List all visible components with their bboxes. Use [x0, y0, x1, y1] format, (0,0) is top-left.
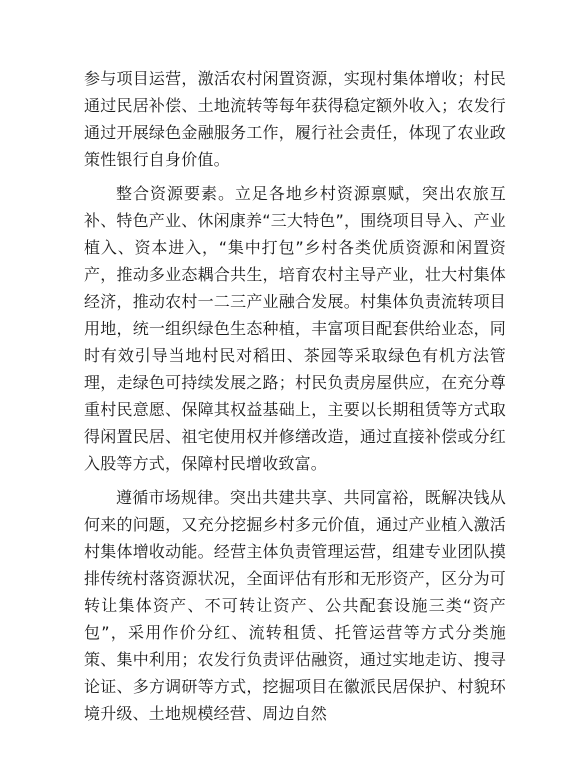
paragraph-continuation: 参与项目运营，激活农村闲置资源，实现村集体增收；村民通过民居补偿、土地流转等每年获得稳定额外收入；农发行通过开展绿色金融服务工作，履行社会责任，体现了农业政策性银行自身价值。 — [84, 69, 506, 169]
paragraph-integrate-resources: 整合资源要素。立足各地乡村资源禀赋，突出农旅互补、特色产业、休闲康养“三大特色”，围绕项目导入、产业植入、资本进入，“集中打包”乡村各类优质资源和闲置资产，推动多业态耦合共生，培育农村主导产业，壮大村集体经济，推动农村一二三产业融合发展。村集体负责流转项目用地，统一组织绿色生态种植，丰富项目配套供给业态，同时有效引导当地村民对稻田、茶园等采取绿色有机方法管理，走绿色可持续发展之路；村民负责房屋供应，在充分尊重村民意愿、保障其权益基础上，主要以长期租赁等方式取得闲置民居、祖宅使用权并修缮改造，通过直接补偿或分红入股等方式，保障村民增收致富。 — [84, 184, 506, 473]
document-body — [84, 65, 506, 734]
paragraph-market-rules: 遵循市场规律。突出共建共享、共同富裕，既解决钱从何来的问题，又充分挖掘乡村多元价值，通过产业植入激活村集体增收动能。经营主体负责管理运营，组建专业团队摸排传统村落资源状况，全面评估有形和无形资产，区分为可转让集体资产、不可转让资产、公共配套设施三类“资产包”，采用作价分红、流转租赁、托管运营等方式分类施策、集中利用；农发行负责评估融资，通过实地走访、搜寻论证、多方调研等方式，挖掘项目在徽派民居保护、村貌环境升级、土地规模经营、周边自然 — [84, 488, 506, 723]
